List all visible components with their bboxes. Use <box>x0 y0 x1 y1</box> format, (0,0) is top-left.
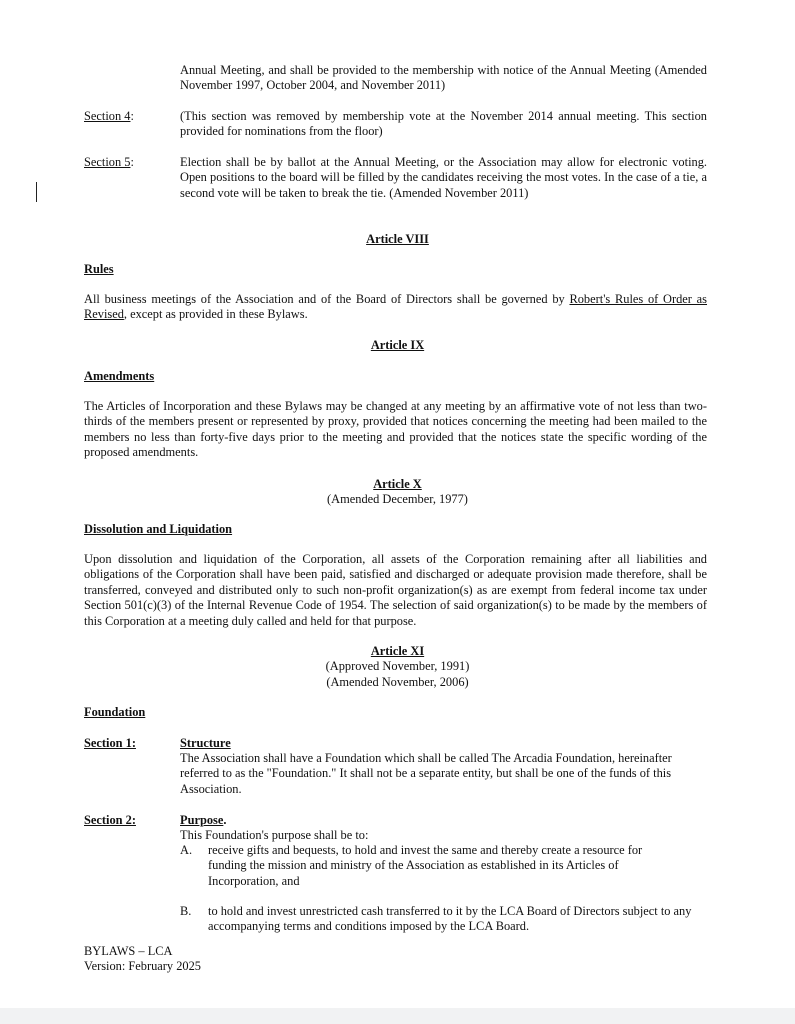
section-4-text: (This section was removed by membership vote at the November 2014 annual meeting. This section provided for nominations from the floor) <box>180 109 707 139</box>
structure-title: Structure <box>180 736 231 750</box>
roberts-rules-citation: Robert's Rules of Order as Revised <box>84 292 708 322</box>
section-4-label: Section 4: <box>84 109 134 123</box>
purpose-item-a-text: receive gifts and bequests, to hold and invest the same and thereby create a resource for funding the mission and ministry of the Association as established in its Articles of Incorporation, and <box>208 843 643 888</box>
article-11-title: Article XI <box>370 644 425 658</box>
amendments-paragraph: The Articles of Incorporation and these Bylaws may be changed at any meeting by an affirmative vote of not less than two-thirds of the members present or represented by proxy, provided that notices concerning the meeting had been mailed to the members no less than forty-five days prior to the meeting and provided that the notices state the specific wording of the proposed amendments. <box>84 399 707 460</box>
dissolution-paragraph: Upon dissolution and liquidation of the Corporation, all assets of the Corporation remaining after all liabilities and obligations of the Corporation shall have been paid, satisfied and discharged or adequate provision made therefore, shall be transferred, conveyed and distributed only to such non-profit organization(s) as are exempt from federal income tax under Section 501(c)(3) of the Internal Revenue Code of 1954. The selection of said organization(s) to be made by the members of this Corporation at a meeting duly called and held for that purpose. <box>84 552 707 628</box>
rules-paragraph: All business meetings of the Association and of the Board of Directors shall be governed by Robert's Rules of Order as Revised, except as provided in these Bylaws. <box>84 292 708 322</box>
article-10-title: Article X <box>373 477 422 491</box>
continuation-paragraph: Annual Meeting, and shall be provided to the membership with notice of the Annual Meeting (Amended November 1997, October 2004, and November 2011) <box>180 63 707 93</box>
article-9-title: Article IX <box>370 338 425 352</box>
article-11-subtitle-amended: (Amended November, 2006) <box>326 675 469 689</box>
amendments-heading: Amendments <box>84 369 155 383</box>
foundation-section-2-label: Section 2: <box>84 813 136 827</box>
purpose-item-b-marker: B. <box>180 904 192 918</box>
dissolution-heading: Dissolution and Liquidation <box>84 522 233 536</box>
viewer-bottom-bar <box>0 1008 795 1024</box>
article-11-subtitle-approved: (Approved November, 1991) <box>325 659 470 673</box>
structure-paragraph: The Association shall have a Foundation which shall be called The Arcadia Foundation, hereinafter referred to as the "Foundation." It shall not be a separate entity, but shall be one of the funds of this Association. <box>180 751 672 796</box>
foundation-heading: Foundation <box>84 705 146 719</box>
footer-title: BYLAWS – LCA <box>84 944 173 958</box>
purpose-intro: This Foundation's purpose shall be to: <box>180 828 369 842</box>
article-10-subtitle: (Amended December, 1977) <box>327 492 468 506</box>
purpose-title: Purpose. <box>180 813 227 827</box>
article-8-title: Article VIII <box>366 232 429 246</box>
purpose-item-b-text: to hold and invest unrestricted cash transferred to it by the LCA Board of Directors subject to any accompanying terms and conditions imposed by the LCA Board. <box>208 904 692 934</box>
section-5-text: Election shall be by ballot at the Annual Meeting, or the Association may allow for electronic voting. Open positions to the board will be filled by the candidates receiving the most votes. In the case of a tie, a second vote will be taken to break the tie. (Amended November 2011) <box>180 155 707 200</box>
purpose-item-a-marker: A. <box>180 843 193 857</box>
section-5-label: Section 5: <box>84 155 134 169</box>
rules-heading: Rules <box>84 262 114 276</box>
text-cursor <box>36 182 37 202</box>
foundation-section-1-label: Section 1: <box>84 736 136 750</box>
footer-version: Version: February 2025 <box>84 959 202 973</box>
